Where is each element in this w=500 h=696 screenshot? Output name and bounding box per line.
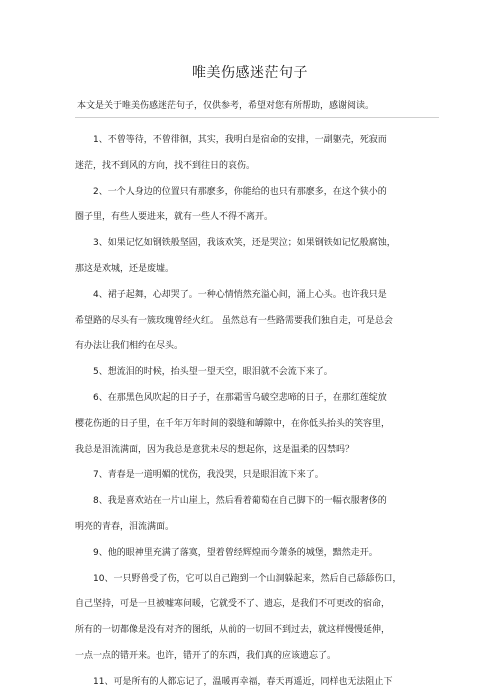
body-line: 4、裙子起舞，心却哭了。一种心情悄然充溢心间，涌上心头。也许我只是: [93, 289, 387, 300]
body-line: 11、可是所有的人都忘记了，温暖再幸福，春天再遥近，同样也无法阻止下: [93, 676, 393, 687]
body-line: 迷茫，找不到风的方向，找不到往日的哀伤。: [75, 160, 256, 171]
body-line: 9、他的眼神里充满了落寞，望着曾经辉煌而今萧条的城堡，黯然走开。: [93, 547, 378, 558]
body-line: 2、一个人身边的位置只有那麽多，你能给的也只有那麽多，在这个狭小的: [93, 186, 387, 197]
body-line: 一点一点的错开来。也许，错开了的东西，我们真的应该遗忘了。: [75, 650, 337, 661]
body-line: 3、如果记忆如钢铁般坚固，我该欢笑，还是哭泣；如果钢铁如记忆般腐蚀，: [93, 238, 396, 249]
body-line: 有办法让我们相约在尽头。: [75, 341, 184, 352]
body-line: 我总是泪流满面，因为我总是意犹未尽的想起你，这是温柔的囚禁吗？: [75, 444, 355, 455]
body-line: 6、在那黑色风吹起的日子子，在那霜雪乌破空悲啼的日子，在那红莲绽放: [93, 392, 387, 403]
body-line: 圈子里，有些人要进来，就有一些人不得不离开。: [75, 212, 274, 223]
document-title: 唯美伤感迷茫句子: [192, 65, 308, 81]
document-intro: 本文是关于唯美伤感迷茫句子，仅供参考，希望对您有所帮助，感谢阅读。: [75, 98, 439, 118]
body-line: 8、我是喜欢站在一片山崖上，然后看着葡萄在自己脚下的一幅衣服奢侈的: [93, 496, 387, 507]
body-line: 樱花伤逝的日子里，在千年万年时间的裂缝和罅隙中，在你低头抬头的笑容里，: [75, 418, 391, 429]
body-line: 10、一只野兽受了伤，它可以自己跑到一个山洞躲起来，然后自己舔舔伤口，: [93, 573, 402, 584]
body-line: 7、青春是一道明媚的忧伤，我没哭，只是眼泪流下来了。: [93, 470, 324, 481]
body-line: 所有的一切都像是没有对齐的图纸，从前的一切回不到过去，就这样慢慢延伸，: [75, 625, 391, 636]
body-line: 希望路的尽头有一簇玫瑰曾经火红。 虽然总有一些路需要我们独自走，可是总会: [75, 315, 393, 326]
body-line: 1、不曾等待，不曾徘徊，其实，我明白是宿命的安排，一副躯壳，死寂而: [93, 135, 387, 145]
body-line: 那这是欢城，还是废墟。: [75, 263, 175, 274]
body-line: 5、想流泪的时候，抬头望一望天空，眼泪就不会流下来了。: [93, 367, 333, 378]
document-body: [75, 128, 435, 696]
body-line: 自己坚持，可是一旦被嘘寒问暖，它就受不了、遗忘，是我们不可更改的宿命，: [75, 599, 391, 610]
body-line: 明亮的青春，泪流满面。: [75, 521, 175, 532]
